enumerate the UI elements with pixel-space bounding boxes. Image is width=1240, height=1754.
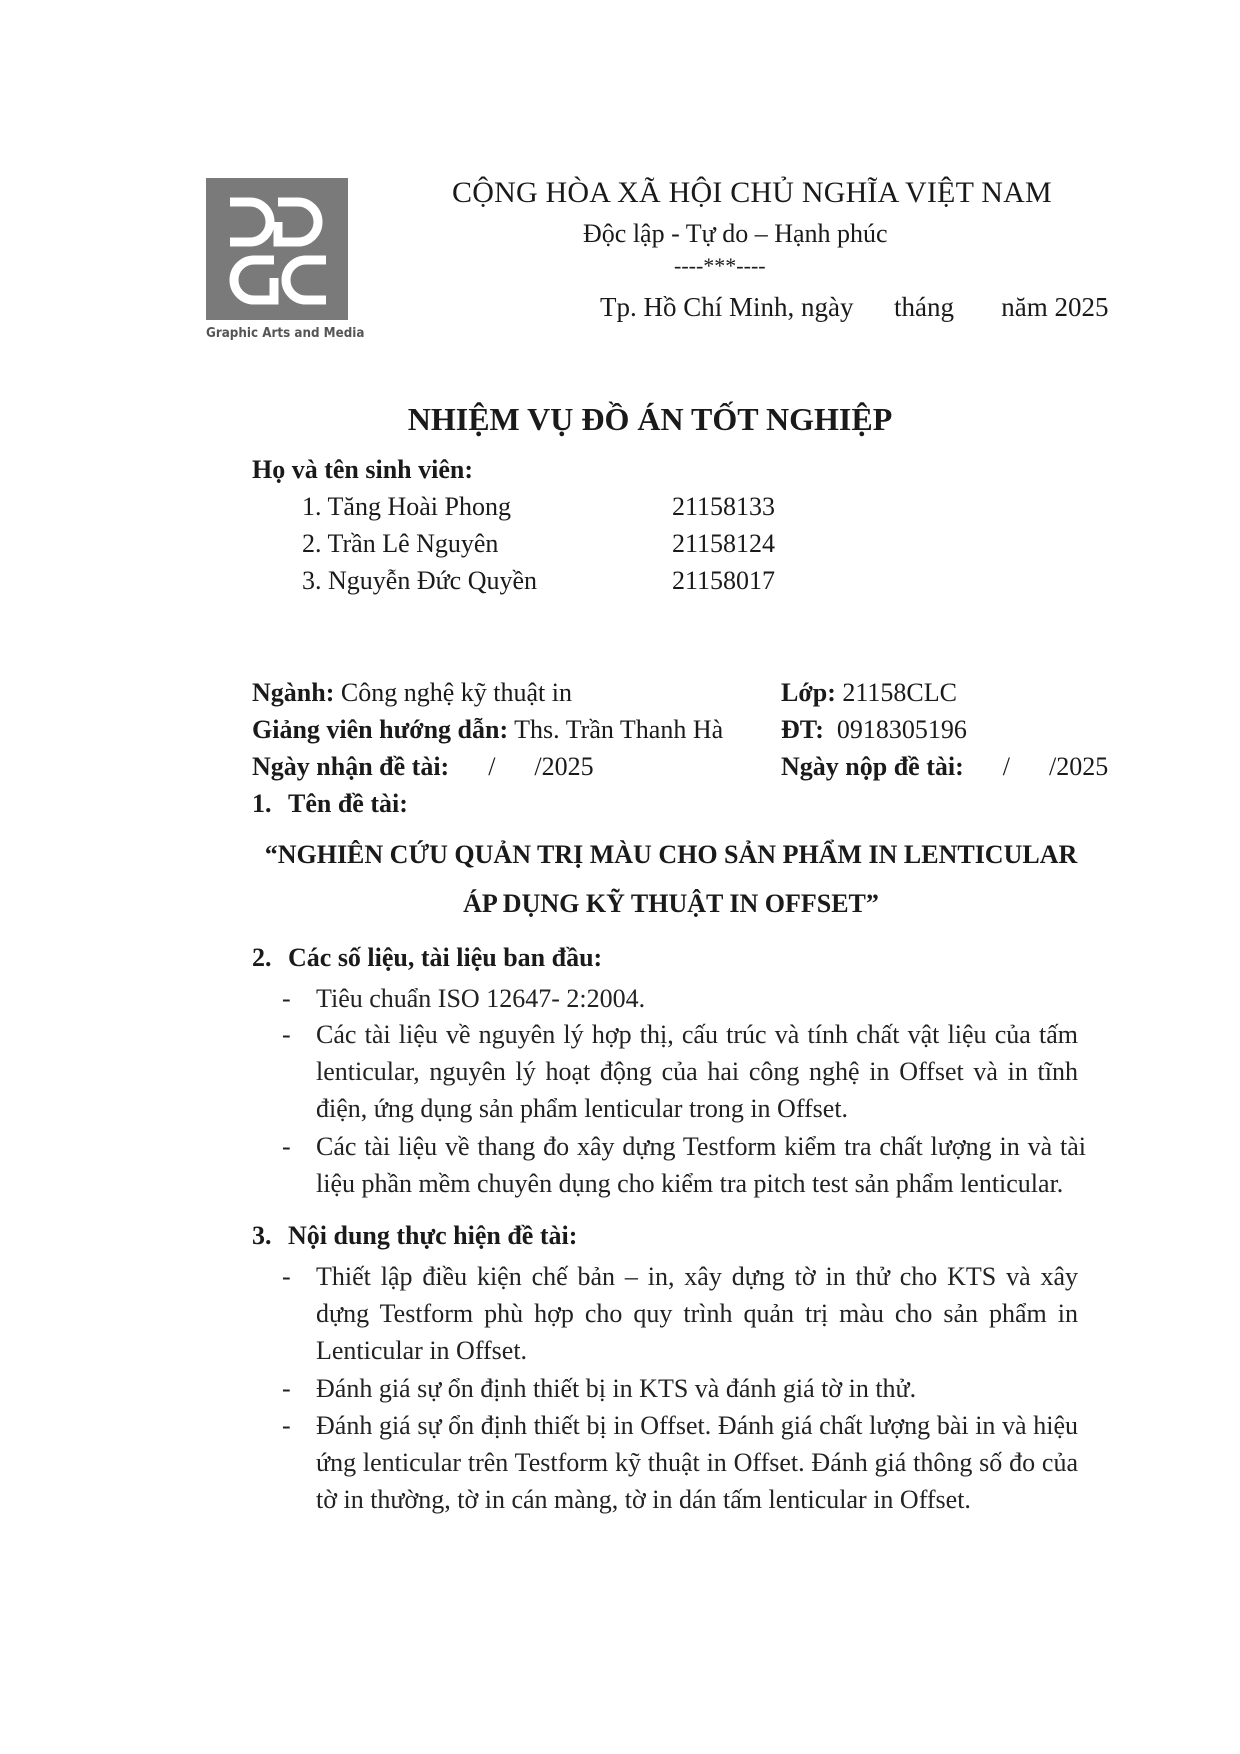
section-3-heading [252,1221,577,1251]
gam-logo-mark [206,178,348,320]
list-item [282,1370,1088,1407]
thesis-topic-line-2: ÁP DỤNG KỸ THUẬT IN OFFSET” [463,889,879,918]
faculty-logo [206,178,348,320]
document-title: NHIỆM VỤ ĐỒ ÁN TỐT NGHIỆP [407,401,893,437]
major-row [252,678,572,708]
student-id: 21158133 [672,492,776,521]
section-title: Tên đề tài: [288,789,408,818]
advisor-label: Giảng viên hướng dẫn: [252,715,509,744]
received-date-row [252,752,594,782]
list-item [282,1258,1088,1369]
national-title: CỘNG HÒA XÃ HỘI CHỦ NGHĨA VIỆT NAM [452,176,1052,209]
received-date-value: / /2025 [449,752,594,781]
advisor-row [252,715,723,745]
section-number: 3. [252,1221,272,1250]
section-number: 1. [252,789,272,818]
received-date-label: Ngày nhận đề tài: [252,752,450,781]
bullet-dash: - [282,1374,291,1403]
section-2-heading [252,943,602,973]
list-item [282,1407,1088,1518]
advisor-value: Ths. Trần Thanh Hà [508,715,724,744]
phone-value: 0918305196 [823,715,967,744]
bullet-dash: - [282,1411,291,1440]
logo-caption: Graphic Arts and Media [206,326,365,341]
class-value: 21158CLC [835,678,957,707]
submit-date-row [781,752,1108,782]
student-name: 3. Nguyễn Đức Quyền [302,566,538,595]
place-date: Tp. Hồ Chí Minh, ngày tháng năm 2025 [600,292,1109,322]
list-item [282,980,1088,1017]
thesis-topic-line-1: “NGHIÊN CỨU QUẢN TRỊ MÀU CHO SẢN PHẨM IN LENTICULAR [264,840,1078,869]
submit-date-label: Ngày nộp đề tài: [781,752,964,781]
bullet-dash: - [282,1132,291,1161]
list-item [282,1016,1088,1127]
list-item-text: Đánh giá sự ổn định thiết bị in KTS và đánh giá tờ in thử. [316,1374,917,1403]
list-item-text: Các tài liệu về thang đo xây dựng Testform kiểm tra chất lượng in và tài liệu phần mềm chuyên dụng cho kiểm tra pitch test sản phẩm lenticular. [316,1132,1086,1198]
class-label: Lớp: [781,678,836,707]
class-row [781,678,957,708]
list-item-text: Đánh giá sự ổn định thiết bị in Offset. Đánh giá chất lượng bài in và hiệu ứng lenticular trên Testform kỹ thuật in Offset. Đánh giá thông số đo của tờ in thường, tờ in cán màng, tờ in dán tấm lenticular in Offset. [316,1411,1078,1514]
section-number: 2. [252,943,272,972]
student-name: 1. Tăng Hoài Phong [302,492,511,521]
student-id: 21158124 [672,529,776,558]
section-title: Các số liệu, tài liệu ban đầu: [288,943,603,972]
bullet-dash: - [282,1020,291,1049]
bullet-dash: - [282,984,291,1013]
phone-label: ĐT: [781,715,824,744]
list-item-text: Tiêu chuẩn ISO 12647- 2:2004. [316,984,646,1013]
students-label: Họ và tên sinh viên: [252,455,474,484]
student-id: 21158017 [672,566,776,595]
major-value: Công nghệ kỹ thuật in [334,678,572,707]
student-name: 2. Trần Lê Nguyên [302,529,499,558]
list-item-text: Thiết lập điều kiện chế bản – in, xây dựng tờ in thử cho KTS và xây dựng Testform phù hợp cho quy trình quản trị màu cho sản phẩm in Lenticular in Offset. [316,1262,1078,1365]
section-title: Nội dung thực hiện đề tài: [288,1221,578,1250]
major-label: Ngành: [252,678,335,707]
list-item [282,1128,1088,1202]
bullet-dash: - [282,1262,291,1291]
header-divider: ----***---- [674,253,766,278]
national-motto: Độc lập - Tự do – Hạnh phúc [583,219,888,248]
submit-date-value: / /2025 [963,752,1109,781]
list-item-text: Các tài liệu về nguyên lý hợp thị, cấu trúc và tính chất vật liệu của tấm lenticular, nguyên lý hoạt động của hai công nghệ in Offset và in tĩnh điện, ứng dụng sản phẩm lenticular trong in Offset. [316,1020,1078,1123]
phone-row [781,715,967,745]
section-1-heading [252,789,408,819]
